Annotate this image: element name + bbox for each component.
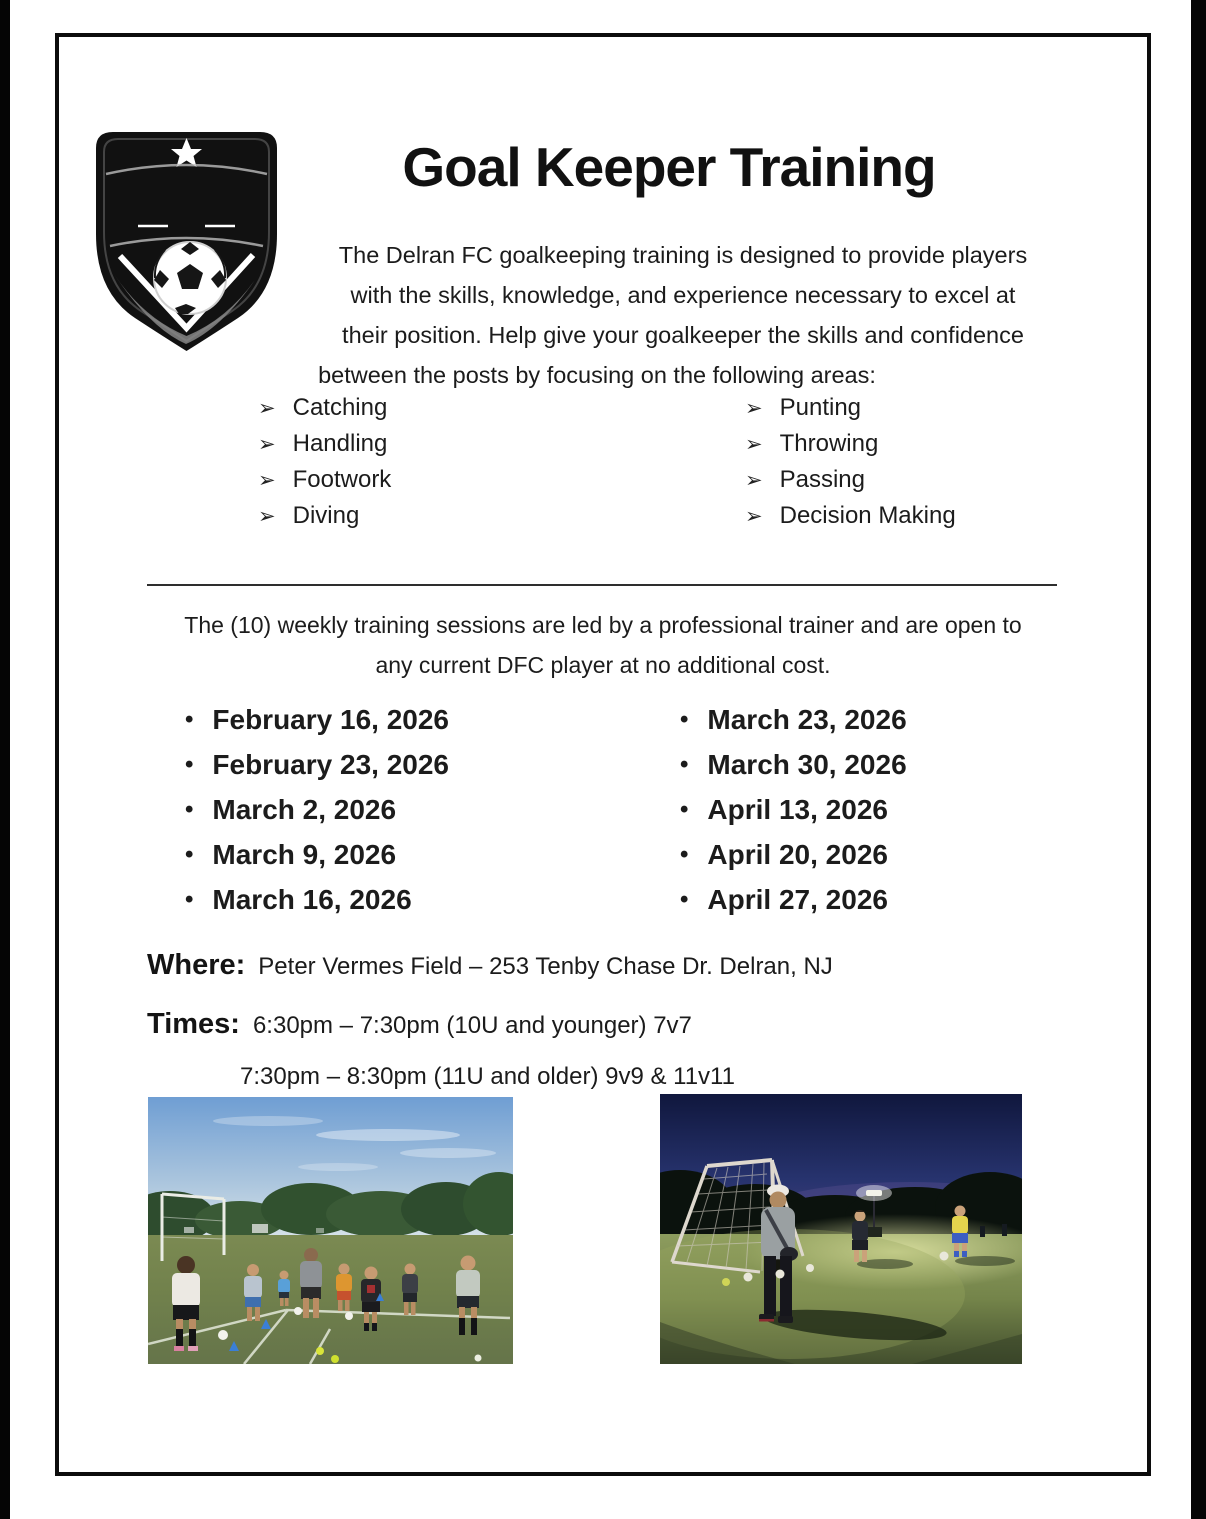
date-item <box>185 742 449 787</box>
skill-item <box>745 426 956 462</box>
skill-item <box>258 390 391 426</box>
intro-line: The Delran FC goalkeeping training is designed to provide players <box>338 242 1028 268</box>
date-item <box>185 877 449 922</box>
date-label: April 27, 2026 <box>707 883 888 915</box>
arrow-bullet-icon: ➢ <box>745 468 763 492</box>
page-title: Goal Keeper Training <box>402 136 936 198</box>
skill-label: Punting <box>779 394 862 421</box>
arrow-bullet-icon: ➢ <box>258 396 276 420</box>
section-divider <box>147 584 1057 586</box>
photo-evening-training <box>148 1097 513 1364</box>
page-border-frame <box>55 33 1151 1476</box>
arrow-bullet-icon: ➢ <box>258 504 276 528</box>
bullet-icon: • <box>680 795 689 823</box>
times-value-1: 6:30pm – 7:30pm (10U and younger) 7v7 <box>252 1012 692 1039</box>
date-label: March 9, 2026 <box>212 838 397 870</box>
sessions-note-line: any current DFC player at no additional cost. <box>375 652 831 678</box>
times-label: Times: <box>147 1008 240 1040</box>
arrow-bullet-icon: ➢ <box>258 468 276 492</box>
tennis-ball-icon <box>475 1355 482 1362</box>
date-label: February 23, 2026 <box>212 748 449 780</box>
date-item <box>185 832 449 877</box>
evening-photo-art <box>148 1097 513 1364</box>
skill-item <box>258 426 391 462</box>
date-item <box>680 742 907 787</box>
times-row <box>147 1008 692 1041</box>
skill-item <box>258 462 391 498</box>
bullet-icon: • <box>185 750 194 778</box>
logo-wrap-spacer <box>147 235 319 355</box>
intro-line: with the skills, knowledge, and experience necessary to excel at <box>350 282 1016 308</box>
bullet-icon: • <box>185 840 194 868</box>
skill-label: Passing <box>779 466 865 493</box>
sessions-note-line: The (10) weekly training sessions are led by a professional trainer and are open to <box>184 612 1022 638</box>
bullet-icon: • <box>185 885 194 913</box>
date-item <box>680 787 907 832</box>
night-photo-art <box>660 1094 1022 1364</box>
skill-label: Footwork <box>292 466 392 493</box>
skill-label: Handling <box>292 430 388 457</box>
date-item <box>680 697 907 742</box>
skill-item <box>258 498 391 534</box>
date-label: March 23, 2026 <box>707 703 907 735</box>
intro-line: their position. Help give your goalkeeper the skills and confidence <box>342 322 1024 348</box>
times-value-2: 7:30pm – 8:30pm (11U and older) 9v9 & 11v11 <box>240 1063 735 1090</box>
skill-item <box>745 498 956 534</box>
date-label: March 2, 2026 <box>212 793 397 825</box>
where-value: Peter Vermes Field – 253 Tenby Chase Dr. Delran, NJ <box>258 953 833 980</box>
intro-paragraph <box>147 235 1047 395</box>
date-label: April 20, 2026 <box>707 838 888 870</box>
date-label: February 16, 2026 <box>212 703 449 735</box>
date-item <box>185 787 449 832</box>
date-label: March 16, 2026 <box>212 883 412 915</box>
bullet-icon: • <box>680 885 689 913</box>
bullet-icon: • <box>680 750 689 778</box>
times-row-2 <box>240 1063 735 1091</box>
where-row <box>147 949 833 982</box>
player-shadow <box>955 1256 1015 1266</box>
sessions-note <box>147 605 1059 685</box>
left-edge-strip <box>0 0 10 1519</box>
arrow-bullet-icon: ➢ <box>745 396 763 420</box>
date-item <box>680 877 907 922</box>
skill-label: Catching <box>292 394 388 421</box>
skills-list-left <box>258 390 391 534</box>
date-item <box>680 832 907 877</box>
bullet-icon: • <box>680 840 689 868</box>
tennis-ball-icon <box>316 1347 324 1355</box>
skills-list-right <box>745 390 956 534</box>
date-label: March 30, 2026 <box>707 748 907 780</box>
tennis-ball-icon <box>331 1355 339 1363</box>
date-item <box>185 697 449 742</box>
bullet-icon: • <box>185 795 194 823</box>
arrow-bullet-icon: ➢ <box>745 504 763 528</box>
skill-label: Throwing <box>779 430 879 457</box>
arrow-bullet-icon: ➢ <box>258 432 276 456</box>
skill-label: Decision Making <box>779 502 956 529</box>
dates-list-left <box>185 697 449 922</box>
dates-list-right <box>680 697 907 922</box>
date-label: April 13, 2026 <box>707 793 888 825</box>
bullet-icon: • <box>680 705 689 733</box>
where-label: Where: <box>147 949 246 981</box>
skill-item <box>745 390 956 426</box>
skill-label: Diving <box>292 502 360 529</box>
intro-line: between the posts by focusing on the following areas: <box>318 362 876 388</box>
bullet-icon: • <box>185 705 194 733</box>
skill-item <box>745 462 956 498</box>
arrow-bullet-icon: ➢ <box>745 432 763 456</box>
right-edge-strip <box>1191 0 1206 1519</box>
photo-night-training <box>660 1094 1022 1364</box>
